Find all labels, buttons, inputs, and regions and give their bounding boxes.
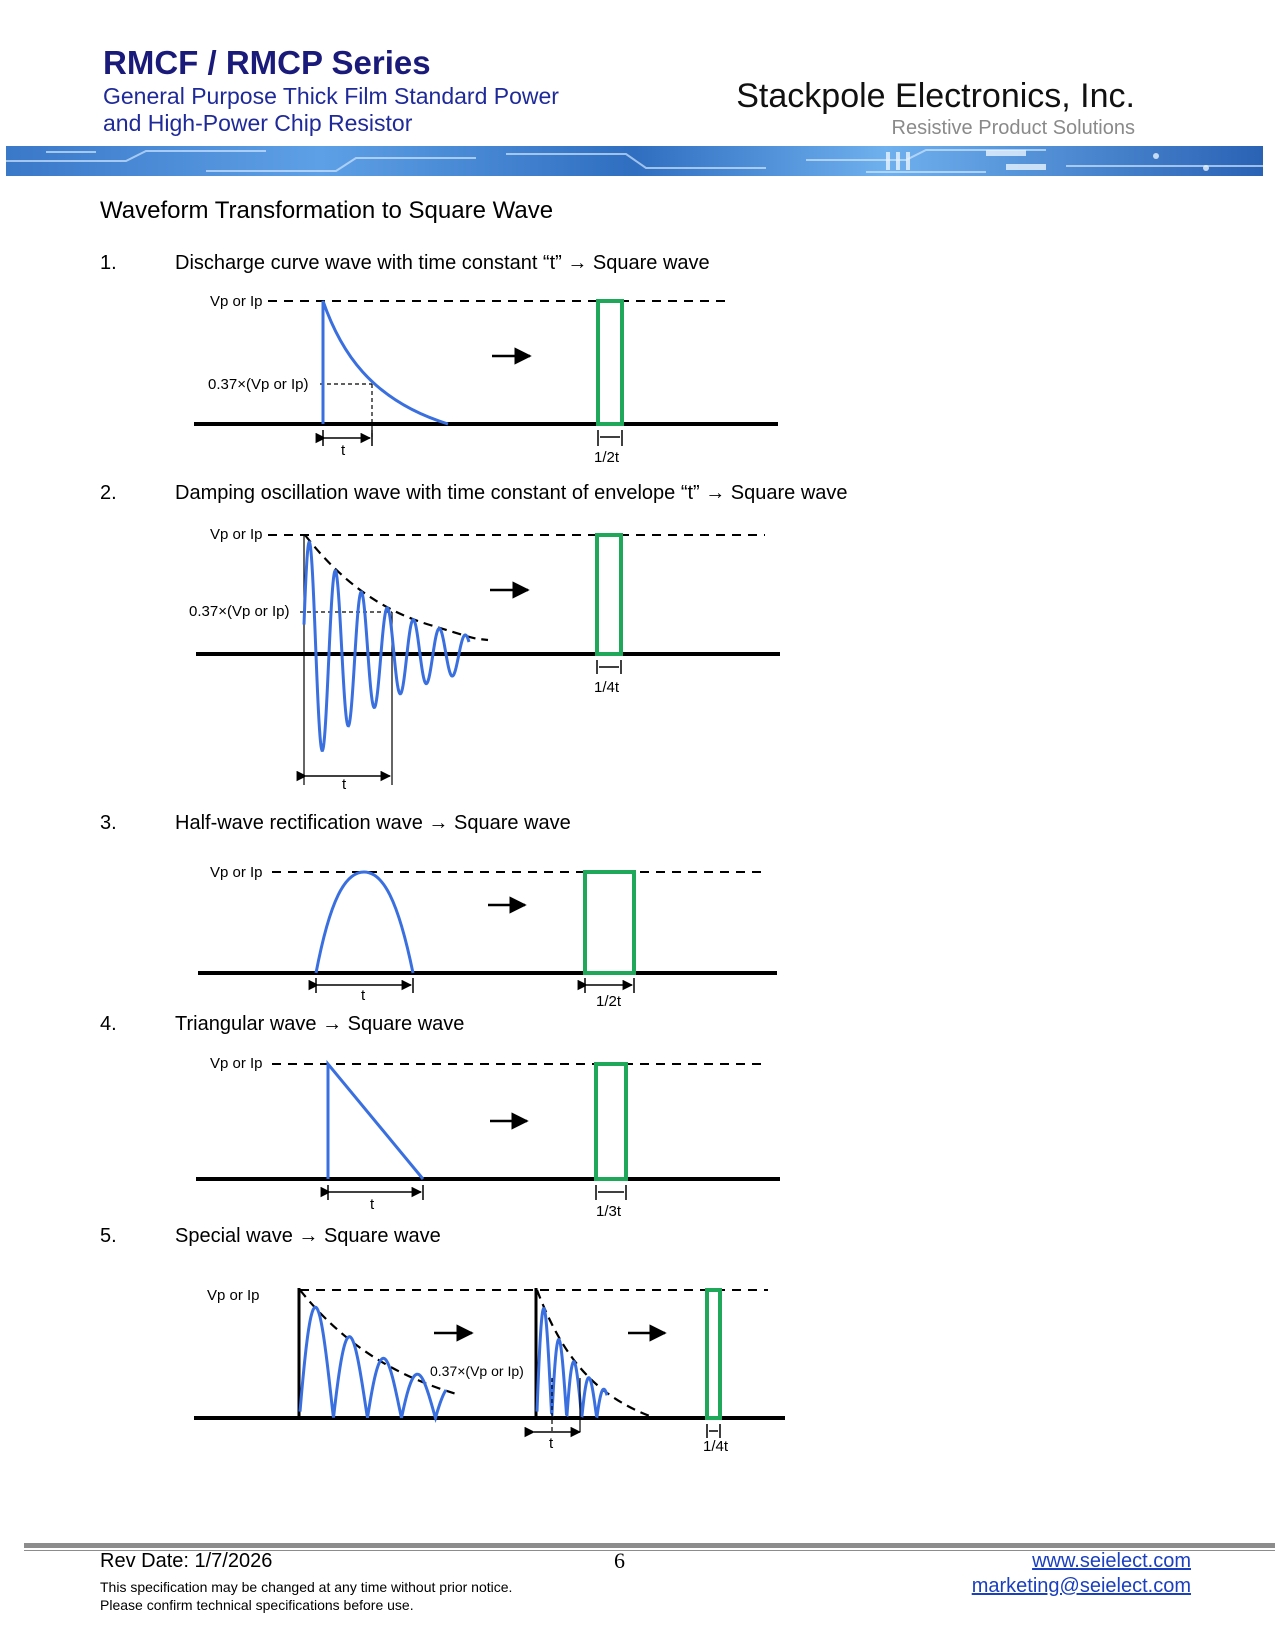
diagram-damping — [189, 526, 780, 793]
item-text-5: Special wave → Square wave — [175, 1225, 441, 1247]
square-wave-3 — [585, 872, 634, 973]
item-number-3: 3. — [100, 812, 117, 834]
company-name: Stackpole Electronics, Inc. — [736, 77, 1135, 115]
item-text-3: Half-wave rectification wave → Square wave — [175, 812, 571, 834]
footer-rule — [24, 1543, 1275, 1548]
section-title: Waveform Transformation to Square Wave — [100, 197, 554, 224]
subtitle-line-1: General Purpose Thick Film Standard Power — [103, 83, 559, 109]
peak-label-4: Vp or Ip — [210, 1055, 263, 1072]
square-wave-2 — [597, 535, 621, 654]
diagram-discharge — [194, 293, 778, 466]
item-number-4: 4. — [100, 1013, 117, 1035]
half-t-label-3: 1/2t — [596, 993, 622, 1010]
email-link[interactable]: marketing@seielect.com — [971, 1575, 1191, 1597]
half-wave-arc — [316, 872, 413, 973]
level-label-1: 0.37×(Vp or Ip) — [208, 376, 309, 393]
series-title: RMCF / RMCP Series — [103, 44, 431, 81]
square-wave-5 — [707, 1290, 720, 1418]
t-label-3: t — [361, 987, 366, 1004]
revision-date: Rev Date: 1/7/2026 — [100, 1550, 273, 1572]
website-link[interactable]: www.seielect.com — [1032, 1550, 1191, 1572]
item-number-2: 2. — [100, 482, 117, 504]
special-wave-humps — [300, 1307, 446, 1418]
t-label-5: t — [549, 1435, 554, 1452]
peak-label-5: Vp or Ip — [207, 1287, 260, 1304]
level-label-2: 0.37×(Vp or Ip) — [189, 603, 290, 620]
triangular-wave — [328, 1064, 423, 1179]
level-label-5: 0.37×(Vp or Ip) — [430, 1363, 524, 1379]
item-number-1: 1. — [100, 252, 117, 274]
item-text-1: Discharge curve wave with time constant “t” → Square wave — [175, 252, 710, 274]
page-number: 6 — [614, 1548, 625, 1573]
subtitle-line-2: and High-Power Chip Resistor — [103, 110, 413, 136]
item-text-4: Triangular wave → Square wave — [175, 1013, 465, 1035]
square-wave-1 — [598, 301, 622, 424]
special-wave-compressed — [537, 1309, 607, 1417]
quarter-t-label-2: 1/4t — [594, 679, 620, 696]
item-text-2: Damping oscillation wave with time constant of envelope “t” → Square wave — [175, 482, 848, 504]
t-label-2: t — [342, 776, 347, 793]
diagram-half-wave — [198, 864, 777, 1010]
peak-label-2: Vp or Ip — [210, 526, 263, 543]
item-number-5: 5. — [100, 1225, 117, 1247]
peak-label-1: Vp or Ip — [210, 293, 263, 310]
t-label-4: t — [370, 1196, 375, 1213]
half-t-label-1: 1/2t — [594, 449, 620, 466]
notice-line-1: This specification may be changed at any time without prior notice. — [100, 1579, 513, 1595]
t-label-1: t — [341, 442, 346, 459]
diagram-special — [194, 1287, 785, 1455]
square-wave-4 — [596, 1064, 626, 1179]
discharge-curve — [323, 301, 448, 424]
quarter-t-label-5: 1/4t — [703, 1438, 729, 1455]
damped-oscillation — [304, 542, 469, 750]
notice-line-2: Please confirm technical specifications before use. — [100, 1597, 414, 1613]
third-t-label-4: 1/3t — [596, 1203, 622, 1220]
company-tagline: Resistive Product Solutions — [891, 117, 1135, 139]
peak-label-3: Vp or Ip — [210, 864, 263, 881]
diagram-triangular — [196, 1055, 780, 1220]
